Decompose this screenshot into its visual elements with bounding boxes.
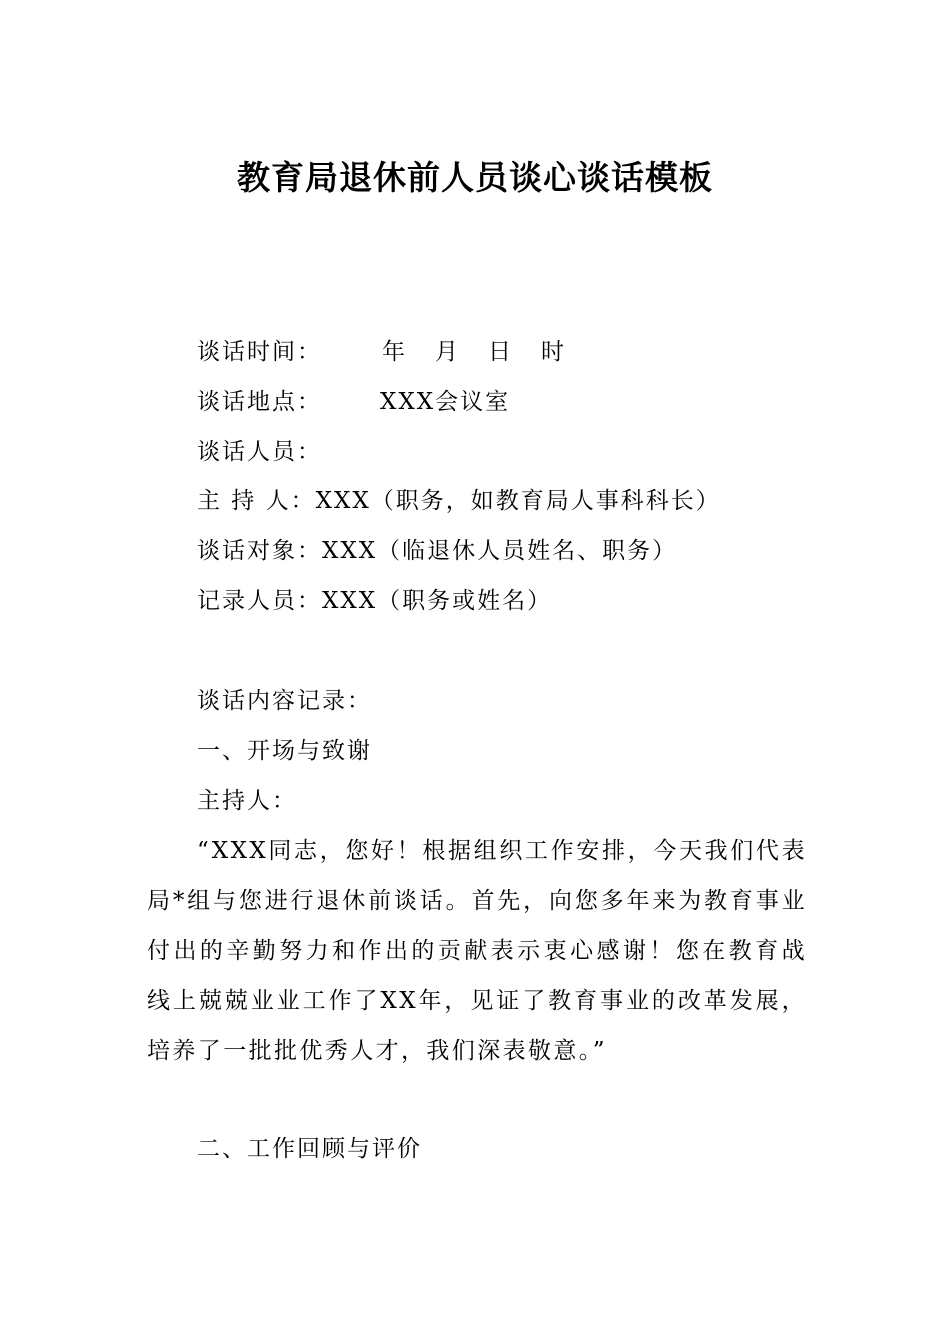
meta-time-hour: 时 [541,339,566,365]
meta-time-row [197,335,594,369]
meta-place-label: 谈话地点： [197,389,322,415]
meta-place-value: XXX会议室 [380,389,511,415]
section2-heading: 二、工作回顾与评价 [197,1136,422,1162]
meta-time-label: 谈话时间： [197,339,322,365]
meta-people-row [197,435,322,469]
document-title: 教育局退休前人员谈心谈话模板 [237,158,713,197]
meta-recorder-value: XXX（职务或姓名） [322,588,553,614]
meta-people-label: 谈话人员： [197,439,322,465]
meta-host-value: XXX（职务，如教育局人事科科长） [315,488,721,514]
meta-recorder-label: 记录人员： [197,588,322,614]
meta-subject-label: 谈话对象： [197,538,322,564]
meta-host-label: 主 持 人： [197,488,316,514]
content-label: 谈话内容记录： [197,688,372,714]
meta-time-month: 月 [435,339,460,365]
host-speech-paragraph: “XXX同志，您好！根据组织工作安排，今天我们代表局*组与您进行退休前谈话。首先，向您多年来为教育事业付出的辛勤努力和作出的贡献表示衷心感谢！您在教育战线上兢兢业业工作了XX年，见证了教育事业的改革发展，培养了一批批优秀人才，我们深表敬意。” [147,838,807,1064]
meta-subject-value: XXX（临退休人员姓名、职务） [322,538,678,564]
host-speaker-label: 主持人： [197,788,297,814]
meta-time-day: 日 [488,339,513,365]
meta-subject-row [197,534,677,568]
meta-time-year: 年 [382,339,407,365]
meta-recorder-row [197,584,552,618]
meta-place-row [197,385,510,419]
section1-heading: 一、开场与致谢 [197,738,372,764]
meta-host-row [197,484,721,518]
